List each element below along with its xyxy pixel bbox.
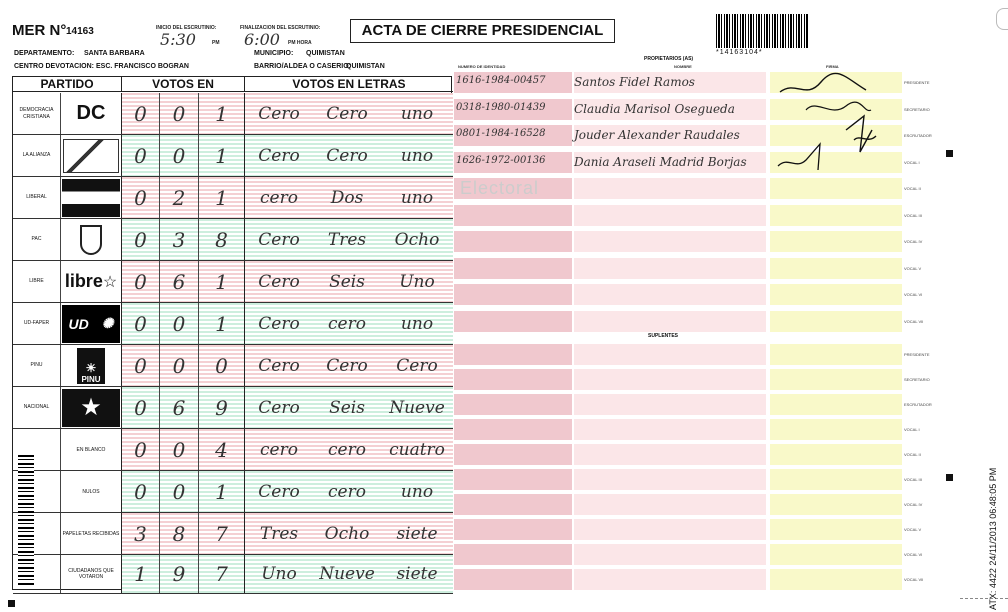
word-cell: Cero [258,397,300,418]
registration-mark [8,600,15,607]
watermark: Electoral [460,178,540,198]
total-label: EN BLANCO [61,429,122,470]
side-barcode [18,455,34,585]
ud-logo: UD ✺ [62,305,120,343]
digit-cell: 0 [160,471,199,512]
role-label: VOCAL VII [904,577,924,582]
party-name: UD-FAPER [13,303,61,344]
word-cell: cero [328,313,366,334]
suplente-row [454,369,902,391]
word-cell: Cero [258,313,300,334]
col-partido: PARTIDO [13,77,122,92]
nombre-cell[interactable]: Dania Araseli Madrid Borjas [574,152,766,173]
word-cell: cuatro [389,439,445,460]
party-logo [61,345,122,386]
municipio: QUIMISTAN [306,50,345,57]
word-cell: Tres [327,229,367,250]
identidad-cell[interactable] [454,344,572,365]
col-firma: FIRMA [826,64,839,69]
digit-cell: 0 [122,261,160,302]
party-name: LA ALIANZA [13,135,61,176]
signatures [776,70,886,180]
page-title: ACTA DE CIERRE PRESIDENCIAL [350,19,615,43]
star-icon: ☆ [102,273,118,291]
word-cell: Cero [258,103,300,124]
centro-label: CENTRO DEVOTACION: [14,63,94,70]
firma-cell[interactable] [770,231,902,252]
firma-cell[interactable] [770,544,902,565]
word-cell: Cero [258,481,300,502]
firma-cell[interactable] [770,419,902,440]
party-logo [61,303,122,344]
word-cell: uno [400,145,434,166]
pinu-logo: ☀ PINU [77,348,105,384]
digit-cell: 0 [122,219,160,260]
party-row [13,303,453,345]
word-cell: Cero [258,271,300,292]
inicio-suffix: PM [212,40,220,46]
role-label: ESCRUTADOR [904,402,932,407]
digit-cell: 1 [199,135,245,176]
nombre-cell[interactable] [574,519,766,540]
role-label: VOCAL IV [904,502,923,507]
word-cell: siete [396,523,438,544]
digit-cell: 3 [160,219,199,260]
digit-cell: 7 [199,555,245,593]
identidad-cell[interactable] [454,311,572,332]
inicio-label: INICIO DEL ESCRUTINIO: [156,25,217,31]
digit-cell: 0 [199,345,245,386]
municipio-label: MUNICIPIO: [254,50,294,57]
role-label: VOCAL V [904,527,922,532]
nombre-cell[interactable] [574,284,766,305]
cut-line [960,598,1008,599]
firma-cell[interactable] [770,494,902,515]
word-cell: siete [396,564,438,584]
word-cell: Cero [396,355,438,376]
col-numeros: VOTOS EN [122,77,245,92]
identidad-cell[interactable] [454,419,572,440]
sun-icon: ✺ [101,315,114,331]
digit-cell: 0 [122,387,160,428]
role-label: VOCAL VII [904,318,924,324]
table-header [13,77,453,92]
suplente-row [454,544,902,566]
departamento-label: DEPARTAMENTO: [14,50,75,57]
party-row [13,345,453,387]
digit-cell: 0 [160,135,199,176]
word-cell: Cero [326,145,368,166]
barrio-label: BARRIO/ALDEA O CASERIO: [254,63,351,70]
party-name: LIBRE [13,261,61,302]
role-label: PRESIDENTE [904,80,930,85]
mer-number: 14163 [66,26,94,37]
suplente-row [454,569,902,591]
digit-cell: 2 [160,177,199,218]
firma-cell[interactable] [770,519,902,540]
final-value: 6:00 [244,30,280,49]
word-cell: Seis [329,397,365,418]
role-label: VOCAL III [904,477,922,482]
nombre-cell[interactable] [574,469,766,490]
digit-cell: 1 [199,93,245,134]
digit-cell: 4 [199,429,245,470]
party-logo [61,93,122,134]
suplente-row [454,419,902,441]
word-cell: Cero [326,355,368,376]
identidad-cell[interactable] [454,231,572,252]
role-label: SECRETARIO [904,377,930,382]
identidad-cell[interactable]: 1616-1984-00457 [454,72,572,93]
party-logo [61,177,122,218]
word-cell: Cero [258,145,300,166]
nombre-cell[interactable] [574,369,766,390]
nombre-cell[interactable]: Claudia Marisol Osegueda [574,99,766,120]
nombre-cell[interactable] [574,394,766,415]
col-nombre: NOMBRE [674,64,692,69]
member-row [454,284,902,306]
party-row [13,93,453,135]
digit-cell: 0 [160,345,199,386]
col-identidad: NUMERO DE IDENTIDAD [458,64,506,69]
suplente-row [454,519,902,541]
nombre-cell[interactable] [574,311,766,332]
nombre-cell[interactable] [574,205,766,226]
digit-cell: 8 [160,513,199,554]
party-row [13,513,453,555]
digit-cell: 6 [160,387,199,428]
firma-cell[interactable] [770,369,902,390]
alianza-logo [63,139,119,173]
nombre-cell[interactable] [574,419,766,440]
digit-cell: 9 [199,387,245,428]
pac-shield-icon [80,225,102,255]
party-logo [61,219,122,260]
identidad-cell[interactable] [454,394,572,415]
word-cell: Ocho [324,523,370,544]
registration-mark [946,150,953,157]
role-label: SECRETARIO [904,106,930,112]
total-label: NULOS [61,471,122,512]
word-cell: Nueve [319,564,375,584]
digit-cell: 0 [122,93,160,134]
identidad-cell[interactable]: 0801-1984-16528 [454,125,572,146]
departamento: SANTA BARBARA [84,50,145,57]
digit-cell: 1 [199,471,245,512]
word-cell: uno [400,481,434,502]
digit-cell: 0 [122,429,160,470]
identidad-cell[interactable] [454,494,572,515]
word-cell: Cero [258,229,300,250]
word-cell: uno [400,187,434,208]
word-cell: Cero [326,103,368,124]
party-row [13,177,453,219]
digit-cell: 0 [122,303,160,344]
col-letras: VOTOS EN LETRAS [292,77,406,91]
word-cell: cero [328,481,366,502]
digit-cell: 6 [160,261,199,302]
identidad-cell[interactable] [454,544,572,565]
final-suffix: PM HORA [288,40,312,46]
member-row [454,205,902,227]
vote-table [12,76,452,590]
digit-cell: 0 [122,177,160,218]
digit-cell: 1 [199,261,245,302]
timestamp-stamp: ATX: 4422 24/11/2013 06:48:05 PM [988,467,998,610]
nombre-cell[interactable] [574,569,766,590]
word-cell: uno [400,313,434,334]
dc-logo: DC [76,102,106,124]
digit-cell: 0 [122,345,160,386]
member-row [454,231,902,253]
role-label: VOCAL II [904,186,921,191]
nombre-cell[interactable]: Santos Fidel Ramos [574,72,766,93]
nombre-cell[interactable]: Jouder Alexander Raudales [574,125,766,146]
identidad-cell[interactable]: 0318-1980-01439 [454,99,572,120]
party-name: NACIONAL [13,387,61,428]
suplente-row [454,494,902,516]
suplentes-label: SUPLENTES [648,333,679,339]
word-cell: cero [260,187,298,208]
libre-logo: libre [64,271,103,291]
firma-cell[interactable] [770,178,902,199]
word-cell: Ocho [394,229,440,250]
punch-hole [996,8,1008,30]
final-label: FINALIZACION DEL ESCRUTINIO: [240,25,321,31]
word-cell: Cero [258,355,300,376]
role-label: VOCAL VI [904,552,923,557]
digit-cell: 0 [160,93,199,134]
firma-cell[interactable] [770,311,902,332]
total-label: CIUDADANOS QUE VOTARON [61,555,122,593]
word-cell: Uno [261,564,297,584]
digit-cell: 0 [122,471,160,512]
nombre-cell[interactable] [574,494,766,515]
role-label: ESCRUTADOR [904,133,932,138]
total-label: PAPELETAS RECIBIDAS [61,513,122,554]
liberal-flag-icon [62,179,120,217]
suplente-row [454,444,902,466]
inicio-value: 5:30 [160,30,196,49]
word-cell: cero [328,439,366,460]
suplente-row [454,344,902,366]
registration-mark [946,474,953,481]
firma-cell[interactable] [770,394,902,415]
firma-cell[interactable] [770,258,902,279]
party-logo [61,135,122,176]
mer-label: MER N° [12,22,67,39]
word-cell: uno [400,103,434,124]
party-row [13,219,453,261]
word-cell: Tres [259,523,299,544]
identidad-cell[interactable]: 1626-1972-00136 [454,152,572,173]
centro: ESC. FRANCISCO BOGRAN [96,63,189,70]
member-row [454,258,902,280]
nombre-cell[interactable] [574,544,766,565]
role-label: VOCAL I [904,159,920,165]
barcode [716,14,809,48]
barcode-number: *14163104* [716,49,763,56]
party-row [13,429,453,471]
identidad-cell[interactable] [454,205,572,226]
identidad-cell[interactable] [454,284,572,305]
barrio: QUIMISTAN [346,63,385,70]
nombre-cell[interactable] [574,344,766,365]
nombre-cell[interactable] [574,444,766,465]
word-cell: cero [260,439,298,460]
firma-cell[interactable] [770,469,902,490]
role-label: VOCAL I [904,427,920,432]
role-label: VOCAL IV [904,239,923,244]
word-cell: Dos [330,187,364,208]
nombre-cell[interactable] [574,258,766,279]
party-name: DEMOCRACIA CRISTIANA [13,93,61,134]
digit-cell: 1 [199,303,245,344]
digit-cell: 0 [122,135,160,176]
member-row [454,311,902,333]
identidad-cell[interactable] [454,469,572,490]
firma-cell[interactable] [770,444,902,465]
party-row [13,261,453,303]
digit-cell: 9 [160,555,199,593]
role-label: VOCAL VI [904,292,923,297]
digit-cell: 0 [160,303,199,344]
word-cell: Nueve [389,397,445,418]
nombre-cell[interactable] [574,231,766,252]
role-label: PRESIDENTE [904,352,930,357]
party-row [13,555,453,594]
role-label: VOCAL V [904,265,922,271]
identidad-cell[interactable] [454,369,572,390]
word-cell: Seis [329,271,365,292]
nacional-star-icon: ★ [62,389,120,427]
digit-cell: 0 [160,429,199,470]
role-label: VOCAL III [904,212,922,218]
identidad-cell[interactable] [454,258,572,279]
digit-cell: 3 [122,513,160,554]
firma-cell[interactable] [770,569,902,590]
identidad-cell[interactable] [454,519,572,540]
digit-cell: 1 [122,555,160,593]
suplente-row [454,394,902,416]
party-name: PAC [13,219,61,260]
identidad-cell[interactable] [454,569,572,590]
firma-cell[interactable] [770,284,902,305]
identidad-cell[interactable] [454,444,572,465]
party-row [13,135,453,177]
propietarios-label: PROPIETARIOS (AS) [644,56,694,62]
party-row [13,471,453,513]
firma-cell[interactable] [770,205,902,226]
party-row [13,387,453,429]
firma-cell[interactable] [770,344,902,365]
party-logo [61,261,122,302]
digit-cell: 8 [199,219,245,260]
party-name: PINU [13,345,61,386]
word-cell: Uno [399,271,435,292]
party-logo [61,387,122,428]
digit-cell: 1 [199,177,245,218]
role-label: VOCAL II [904,452,921,457]
party-name: LIBERAL [13,177,61,218]
digit-cell: 7 [199,513,245,554]
nombre-cell[interactable] [574,178,766,199]
sunrise-icon: ☀ [85,360,97,375]
suplente-row [454,469,902,491]
